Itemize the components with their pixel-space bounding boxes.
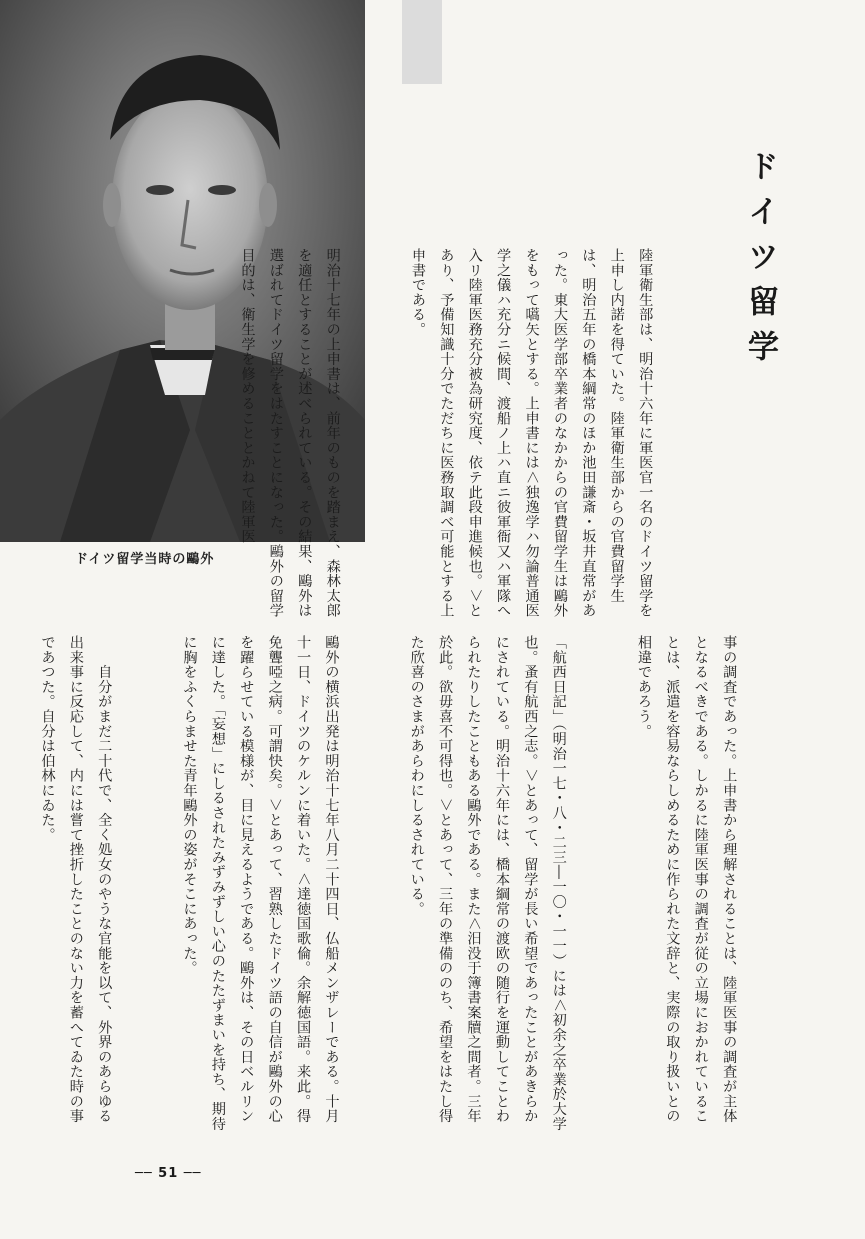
section-title: ドイツ留学 xyxy=(742,150,778,375)
paragraph: 「航西日記」（明治一七・八・二三―一〇・一一）には＜初余之卒業於大学也。蚤有航西之志。＞とあって、留学が長い希望であったことがあきらかにされている。明治十六年には、橋本綱常の渡欧の随行を運動してことわられたりしたこともある鷗外である。また＜汨没于簿書案牘之間者。三年於此。欲毋喜不可得也。＞とあって、三年の準備ののち、希望をはたし得た欣喜のさまがあらわにしるされている。 xyxy=(408,635,567,1132)
paragraph: 明治十七年の上申書は、前年のものを踏まえ、森林太郎を適任とすることが述べられている。その結果、鷗外は選ばれてドイツ留学をはたすことになった。鷗外の留学目的は、衛生学を修めることとかねて陸軍医 xyxy=(239,248,341,618)
quote-paragraph: 自分がまだ二十代で、全く処女のやうな官能を以て、外界のあらゆる出来事に反応して、内には嘗て挫折したことのない力を蓄へてゐた時の事であつた。自分は伯林にゐた。 xyxy=(39,635,113,1124)
page-number: ── 51 ── xyxy=(135,1166,202,1181)
paragraph: 鷗外の横浜出発は明治十七年八月二十四日、仏船メンザレーである。十月十一日、ドイツのケルンに着いた。＜達徳国歌倫。余解徳国語。来此。得免聾啞之病。可謂快矣。＞とあって、習熟したドイツ語の自信が鷗外の心を躍らせている模様が、目に見えるようである。鷗外は、その日ベルリンに達した。「妄想」にしるされたみずみずしい心のたたずまいを持ち、期待に胸をふくらませた青年鷗外の姿がそこにあった。 xyxy=(181,635,340,1132)
text-block-upper xyxy=(239,248,716,626)
paragraph: 事の調査であった。上申書から理解されることは、陸軍医事の調査が主体となるべきである。しかるに陸軍医事の調査が従の立場におかれていることは、派遣を容易ならしめるために作られた文辞と、実際の取り扱いとの相違であろう。 xyxy=(635,635,738,1124)
paragraph: 陸軍衛生部は、明治十六年に軍医官一名のドイツ留学を上申し内諾を得ていた。陸軍衛生部からの官費留学生は、明治五年の橋本綱常のほか池田謙斎・坂井直常があった。東大医学部卒業者のなかからの官費留学生は鷗外をもって嚆矢とする。上申書には＜独逸学ハ勿論普通医学之儀ハ充分ニ候間、渡船ノ上ハ直ニ彼軍衙又ハ軍隊へ入リ陸軍医務充分被為研究度、依テ此段申進候也。＞とあり、予備知識十分でただちに医務取調べ可能とする上申書である。 xyxy=(409,248,654,618)
photo-caption: ドイツ留学当時の鷗外 xyxy=(75,552,215,567)
page-tab-marker xyxy=(402,0,442,84)
text-block-lower xyxy=(39,635,800,1135)
